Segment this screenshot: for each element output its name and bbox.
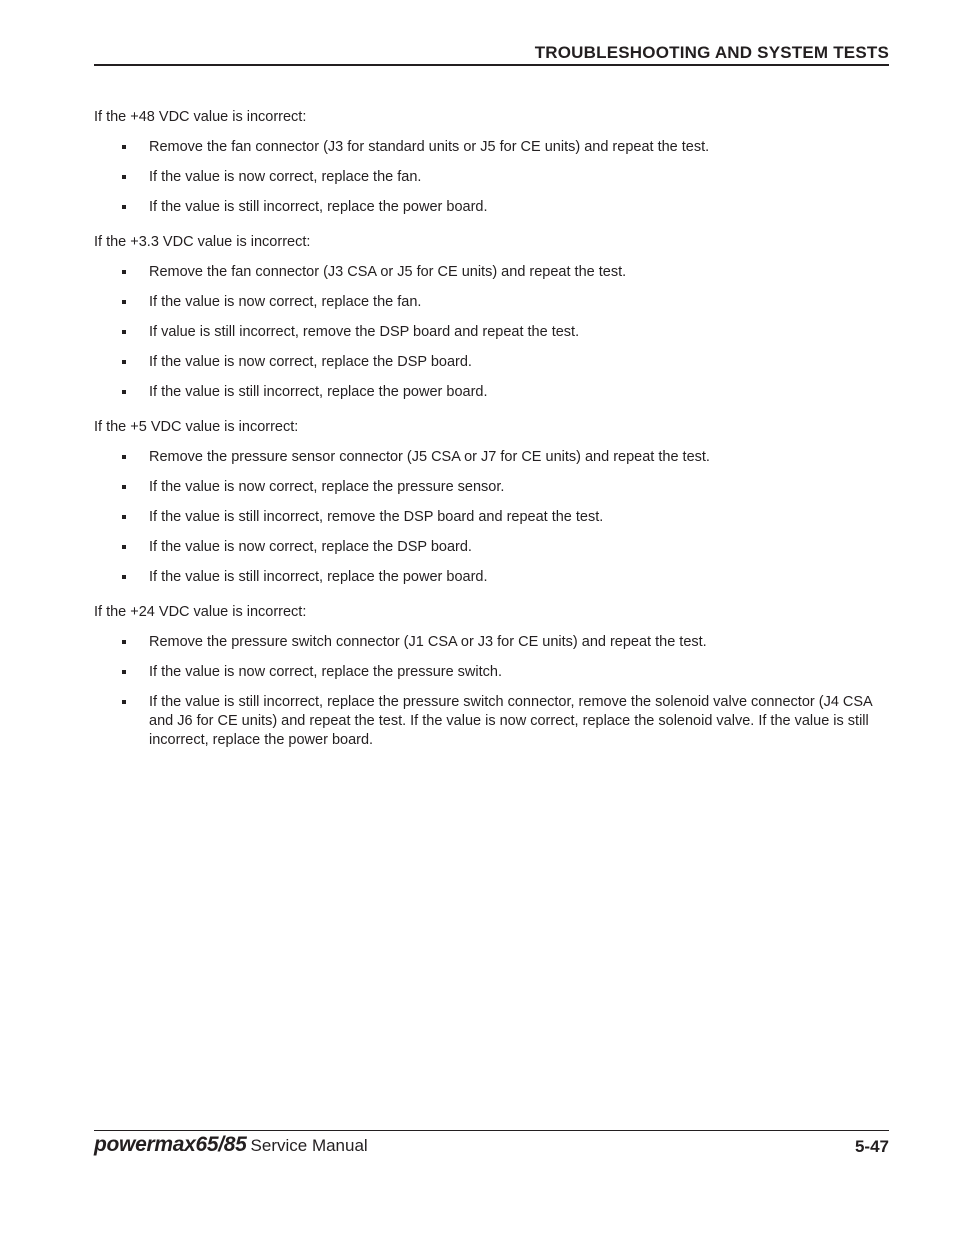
footer-brand-block bbox=[94, 1133, 368, 1157]
bullet-square-icon bbox=[122, 390, 126, 394]
list-item bbox=[94, 633, 889, 652]
bullet-square-icon bbox=[122, 330, 126, 334]
list-item-text: If the value is still incorrect, replace the power board. bbox=[149, 199, 488, 215]
bullet-square-icon bbox=[122, 175, 126, 179]
list-item bbox=[94, 168, 889, 187]
bullet-square-icon bbox=[122, 145, 126, 149]
bullet-list bbox=[94, 138, 889, 217]
list-item-text: Remove the fan connector (J3 CSA or J5 for CE units) and repeat the test. bbox=[149, 264, 627, 280]
bullet-square-icon bbox=[122, 300, 126, 304]
list-item bbox=[94, 663, 889, 682]
bullet-list bbox=[94, 263, 889, 402]
list-item-text: If the value is still incorrect, replace the pressure switch connector, remove the solenoid valve connector (J4 CSA and J6 for CE units) and repeat the test. If the value is now correct, replace the solenoid valve. If the value is still incorrect, replace the power board. bbox=[149, 694, 872, 748]
list-item bbox=[94, 138, 889, 157]
section-3-3vdc bbox=[94, 233, 889, 402]
section-intro: If the +48 VDC value is incorrect: bbox=[94, 109, 307, 125]
document-body bbox=[94, 108, 889, 766]
list-item-text: Remove the fan connector (J3 for standard units or J5 for CE units) and repeat the test. bbox=[149, 139, 710, 155]
page-header-title: TROUBLESHOOTING AND SYSTEM TESTS bbox=[534, 43, 889, 62]
list-item-text: If the value is now correct, replace the DSP board. bbox=[149, 539, 472, 555]
list-item bbox=[94, 293, 889, 312]
list-item-text: If the value is now correct, replace the pressure switch. bbox=[149, 664, 502, 680]
section-intro: If the +5 VDC value is incorrect: bbox=[94, 419, 299, 435]
list-item-text: If the value is now correct, replace the DSP board. bbox=[149, 354, 472, 370]
list-item bbox=[94, 323, 889, 342]
bullet-square-icon bbox=[122, 670, 126, 674]
section-24vdc bbox=[94, 603, 889, 750]
manual-label: Service Manual bbox=[250, 1136, 368, 1155]
bullet-square-icon bbox=[122, 485, 126, 489]
bullet-square-icon bbox=[122, 575, 126, 579]
bullet-square-icon bbox=[122, 515, 126, 519]
list-item-text: Remove the pressure sensor connector (J5 CSA or J7 for CE units) and repeat the test. bbox=[149, 449, 710, 465]
list-item-text: If the value is still incorrect, replace the power board. bbox=[149, 384, 488, 400]
list-item bbox=[94, 198, 889, 217]
list-item-text: If the value is now correct, replace the pressure sensor. bbox=[149, 479, 505, 495]
bullet-list bbox=[94, 633, 889, 750]
list-item-text: If the value is still incorrect, remove the DSP board and repeat the test. bbox=[149, 509, 604, 525]
bullet-square-icon bbox=[122, 360, 126, 364]
list-item bbox=[94, 538, 889, 557]
section-5vdc bbox=[94, 418, 889, 587]
bullet-square-icon bbox=[122, 545, 126, 549]
bullet-list bbox=[94, 448, 889, 587]
list-item-text: Remove the pressure switch connector (J1 CSA or J3 for CE units) and repeat the test. bbox=[149, 634, 707, 650]
list-item bbox=[94, 508, 889, 527]
header-divider bbox=[94, 64, 889, 66]
section-intro: If the +3.3 VDC value is incorrect: bbox=[94, 234, 311, 250]
bullet-square-icon bbox=[122, 270, 126, 274]
list-item-text: If value is still incorrect, remove the DSP board and repeat the test. bbox=[149, 324, 580, 340]
product-brand: powermax65/85 bbox=[94, 1133, 247, 1156]
list-item-text: If the value is now correct, replace the fan. bbox=[149, 294, 422, 310]
list-item bbox=[94, 478, 889, 497]
list-item bbox=[94, 383, 889, 402]
list-item bbox=[94, 263, 889, 282]
list-item bbox=[94, 448, 889, 467]
bullet-square-icon bbox=[122, 205, 126, 209]
bullet-square-icon bbox=[122, 455, 126, 459]
bullet-square-icon bbox=[122, 700, 126, 704]
list-item-text: If the value is now correct, replace the fan. bbox=[149, 169, 422, 185]
section-48vdc bbox=[94, 108, 889, 217]
bullet-square-icon bbox=[122, 640, 126, 644]
list-item bbox=[94, 693, 889, 750]
list-item bbox=[94, 568, 889, 587]
list-item-text: If the value is still incorrect, replace the power board. bbox=[149, 569, 488, 585]
page-number: 5-47 bbox=[854, 1137, 889, 1156]
section-intro: If the +24 VDC value is incorrect: bbox=[94, 604, 307, 620]
footer-divider bbox=[94, 1130, 889, 1131]
list-item bbox=[94, 353, 889, 372]
